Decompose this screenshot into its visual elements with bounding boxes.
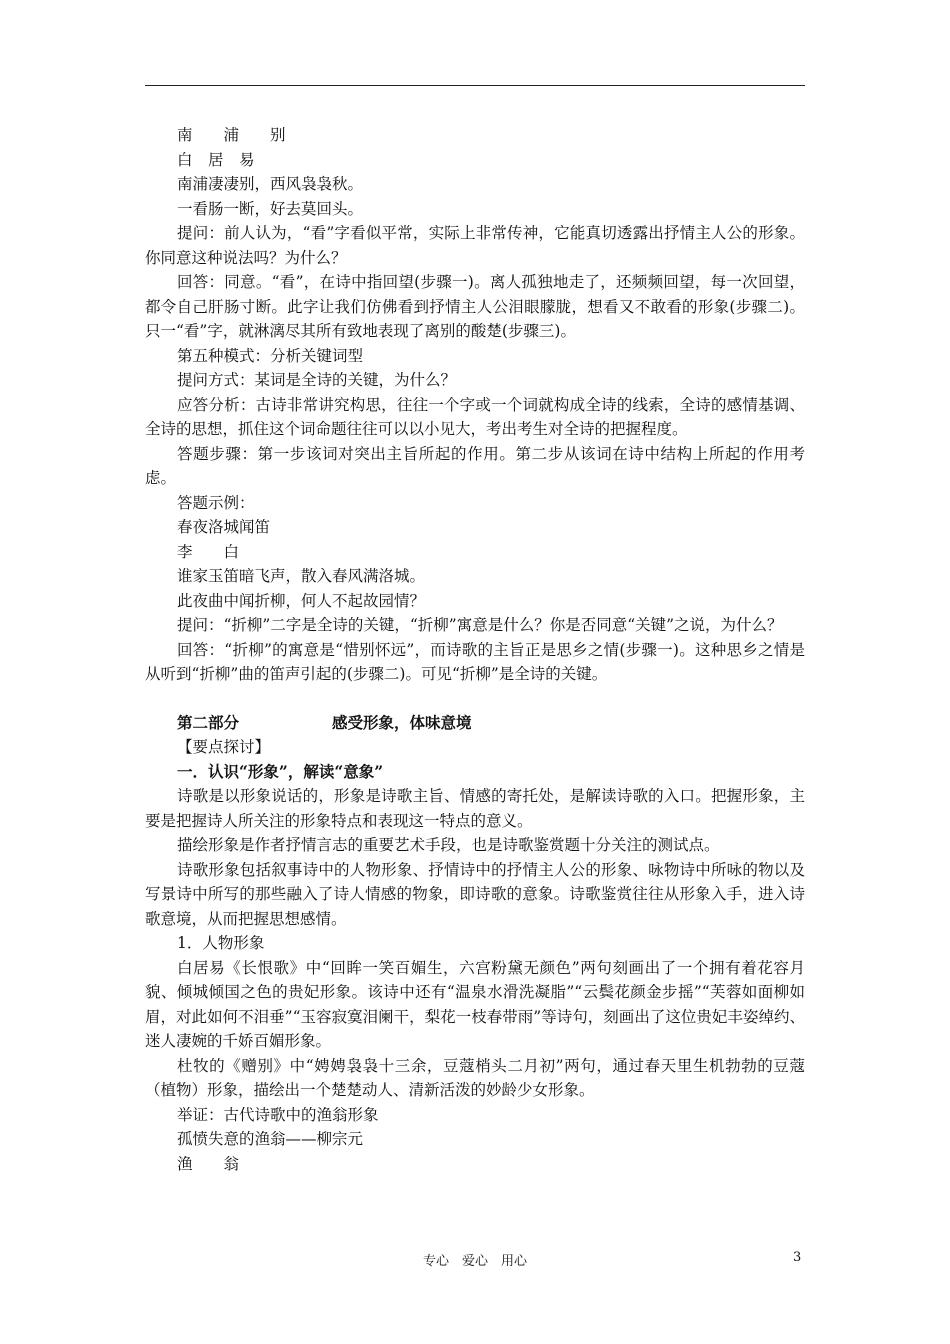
body-paragraph: 诗歌形象包括叙事诗中的人物形象、抒情诗中的抒情主人公的形象、咏物诗中所咏的物以及写景诗中所写的那些融入了诗人情感的物象，即诗歌的意象。诗歌鉴赏往往从形象入手，进入诗歌意境，从而把握思想感情。 <box>145 860 805 928</box>
answer-analysis: 应答分析：古诗非常讲究构思，往往一个字或一个词就构成全诗的线索，全诗的感情基调、全诗的思想，抓住这个词命题往往可以以小见大，考出考生对全诗的把握程度。 <box>145 395 805 438</box>
question-paragraph: 提问：“折柳”二字是全诗的关键，“折柳”寓意是什么？你是否同意“关键”之说，为什么？ <box>177 616 783 634</box>
mode-heading: 第五种模式：分析关键词型 <box>177 346 364 365</box>
poem-author: 白 居 易 <box>177 150 255 169</box>
poem-line: 谁家玉笛暗飞声，散入春风满洛城。 <box>177 567 426 585</box>
example-label: 举证：古代诗歌中的渔翁形象 <box>177 1105 379 1124</box>
question-method: 提问方式：某词是全诗的关键，为什么？ <box>177 371 457 389</box>
poem-title: 春夜洛城闻笛 <box>177 518 271 536</box>
part-heading: 第二部分 感受形象，体味意境 <box>177 712 472 732</box>
footer-motto: 专心 爱心 用心 <box>422 1254 527 1269</box>
page-number: 3 <box>793 1250 802 1265</box>
poem-line: 南浦凄凄别，西风袅袅秋。 <box>177 175 364 193</box>
section-heading: 一．认识“形象”，解读“意象” <box>177 761 384 781</box>
answer-steps: 答题步骤：第一步该词对突出主旨所起的作用。第二步从该词在诗中结构上所起的作用考虑。 <box>145 444 805 487</box>
subsection-heading: 1．人物形象 <box>177 934 265 952</box>
key-points-heading: 【要点探讨】 <box>177 738 271 756</box>
poem-author: 李 白 <box>177 542 240 561</box>
body-paragraph: 杜牧的《赠别》中“娉娉袅袅十三余，豆蔻梢头二月初”两句，通过春天里生机勃勃的豆蔻（植物）形象，描绘出一个楚楚动人、清新活泼的妙龄少女形象。 <box>145 1056 805 1099</box>
header-rule <box>145 85 805 86</box>
question-paragraph: 提问：前人认为，“看”字看似平常，实际上非常传神，它能真切透露出抒情主人公的形象。你同意这种说法吗？为什么？ <box>145 224 805 267</box>
poem-title: 南 浦 别 <box>177 126 286 144</box>
answer-paragraph: 回答：“折柳”的寓意是“惜别怀远”，而诗歌的主旨正是思乡之情(步骤一)。这种思乡之情是从听到“折柳”曲的笛声引起的(步骤二)。可见“折柳”是全诗的关键。 <box>145 640 805 683</box>
body-paragraph: 白居易《长恨歌》中“回眸一笑百媚生，六宫粉黛无颜色”两句刻画出了一个拥有着花容月貌、倾城倾国之色的贵妃形象。该诗中还有“温泉水滑洗凝脂”“云鬓花颜金步摇”“芙蓉如面柳如眉，对此如何不泪垂”“玉容寂寞泪阑干，梨花一枝春带雨”等诗句，刻画出了这位贵妃丰姿绰约、迷人凄婉的千娇百媚形象。 <box>145 958 805 1050</box>
example-label: 答题示例： <box>177 493 255 512</box>
poem-title: 渔 翁 <box>177 1154 240 1173</box>
poem-line: 此夜曲中闻折柳，何人不起故园情？ <box>177 591 426 610</box>
page-body <box>145 123 805 1176</box>
poem-line: 一看肠一断，好去莫回头。 <box>177 199 364 218</box>
body-paragraph: 诗歌是以形象说话的，形象是诗歌主旨、情感的寄托处，是解读诗歌的入口。把握形象，主要是把握诗人所关注的形象特点和表现这一特点的意义。 <box>145 787 805 830</box>
example-subtitle: 孤愤失意的渔翁——柳宗元 <box>177 1130 364 1148</box>
body-paragraph: 描绘形象是作者抒情言志的重要艺术手段，也是诗歌鉴赏题十分关注的测试点。 <box>177 836 720 854</box>
answer-paragraph: 回答：同意。“看”，在诗中指回望(步骤一)。离人孤独地走了，还频频回望，每一次回望，都令自己肝肠寸断。此字让我们仿佛看到抒情主人公泪眼朦胧，想看又不敢看的形象(步骤二)。只一“看”字，就淋漓尽其所有致地表现了离别的酸楚(步骤三)。 <box>145 273 805 340</box>
